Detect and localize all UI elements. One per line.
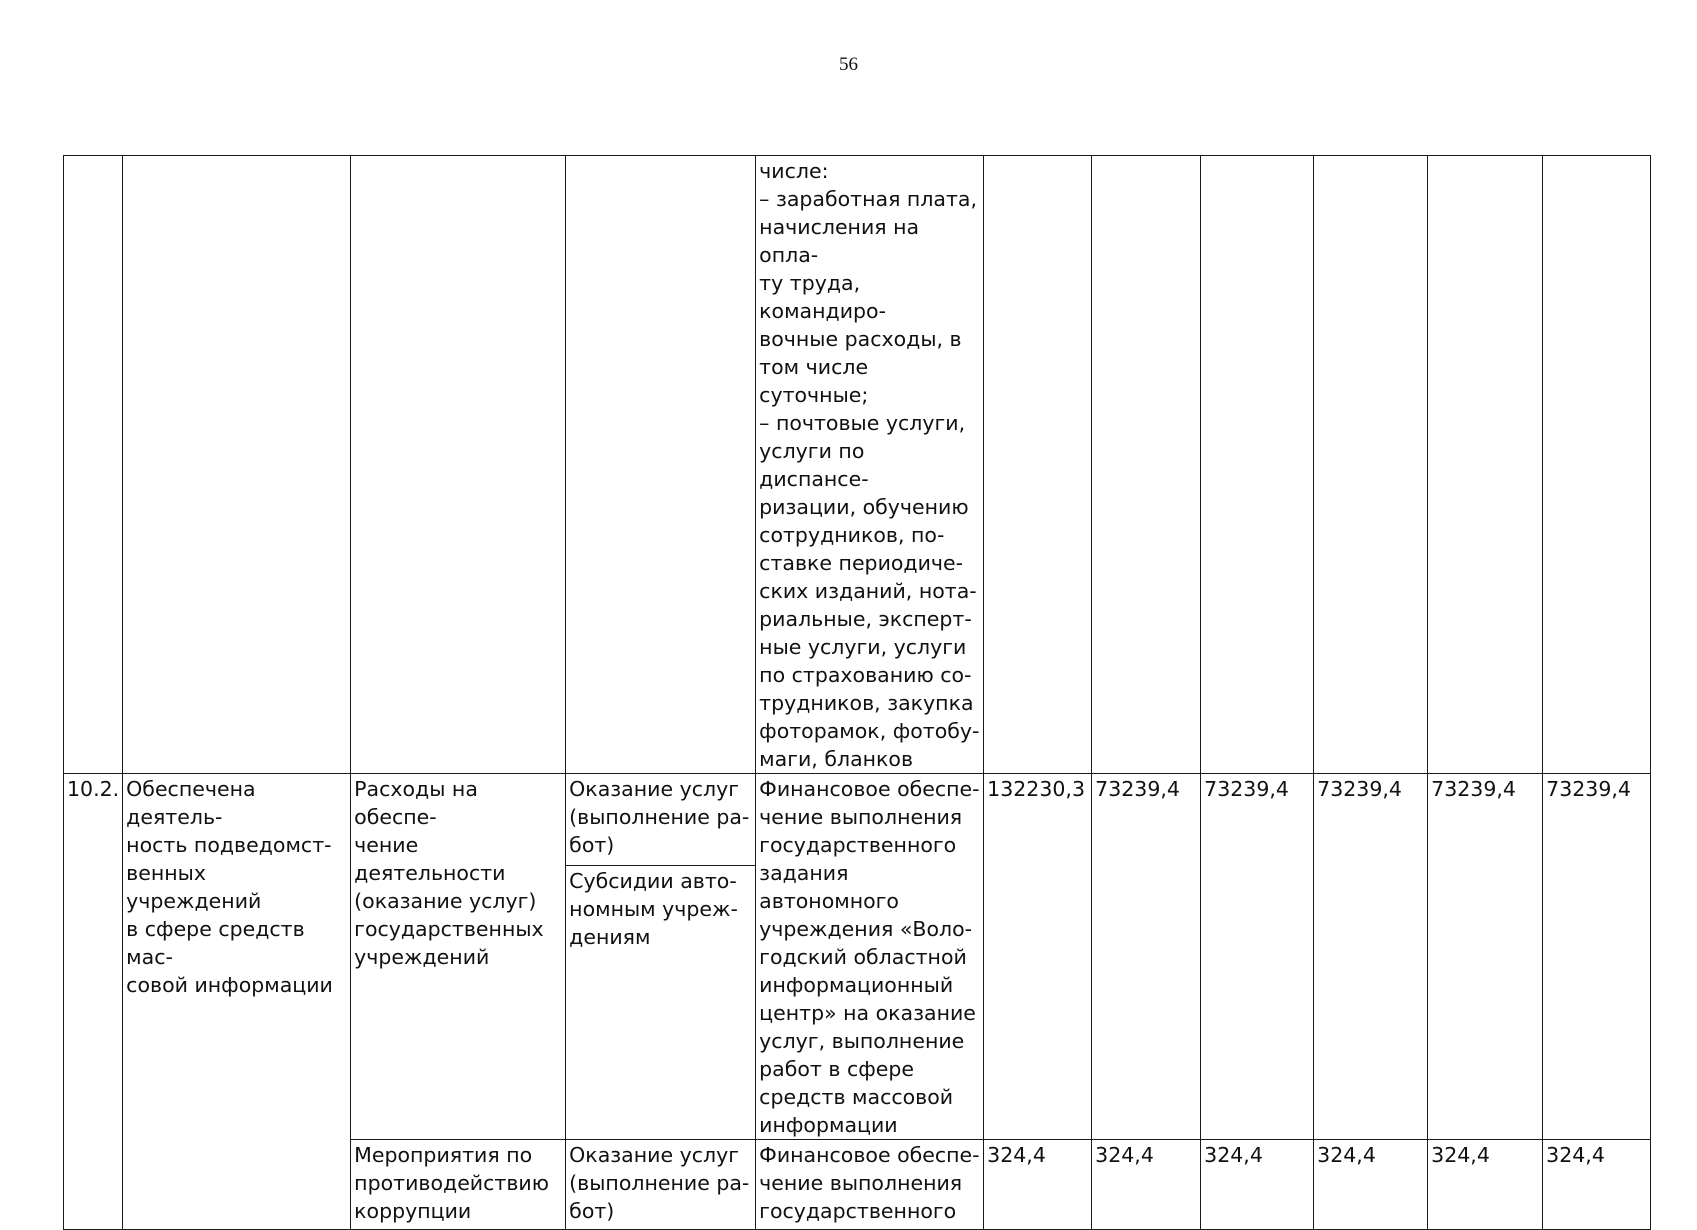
cell-value-4: 73239,4	[1314, 774, 1428, 1140]
cell-value-anti-2: 324,4	[1092, 1140, 1201, 1230]
cell-value-cont-2	[1092, 156, 1201, 774]
cell-value-anti-4: 324,4	[1314, 1140, 1428, 1230]
cell-indicator: Финансовое обеспе- чение выполнения государственного задания автономного учреждения «Воло- годский областной информационный центр» на оказание услуг, выполнение работ в сфере средств массовой информации	[756, 774, 984, 1140]
cell-value-6: 73239,4	[1543, 774, 1651, 1140]
table-row-10-2	[64, 774, 1651, 866]
cell-value-2: 73239,4	[1092, 774, 1201, 1140]
cell-row-number: 10.2.	[64, 774, 123, 1140]
cell-value-5: 73239,4	[1428, 774, 1543, 1140]
cell-value-anti-1: 324,4	[984, 1140, 1092, 1230]
cell-expense: Расходы на обеспе- чение деятельности (оказание услуг) государственных учреждений	[351, 774, 566, 1140]
cell-value-cont-1	[984, 156, 1092, 774]
cell-value-3: 73239,4	[1201, 774, 1314, 1140]
cell-value-cont-3	[1201, 156, 1314, 774]
cell-expense-cont	[351, 156, 566, 774]
table-row-continuation	[64, 156, 1651, 774]
cell-row-number-empty	[64, 1140, 123, 1230]
cell-task-cont	[123, 156, 351, 774]
cell-expense-type-subsidy: Субсидии авто- номным учреж- дениям	[566, 866, 756, 1140]
cell-value-anti-5: 324,4	[1428, 1140, 1543, 1230]
cell-value-anti-6: 324,4	[1543, 1140, 1651, 1230]
cell-expense-anticorruption: Мероприятия по противодействию коррупции	[351, 1140, 566, 1230]
cell-value-anti-3: 324,4	[1201, 1140, 1314, 1230]
cell-indicator-anticorruption: Финансовое обеспе- чение выполнения государственного	[756, 1140, 984, 1230]
cell-value-cont-4	[1314, 156, 1428, 774]
cell-value-cont-5	[1428, 156, 1543, 774]
cell-value-1: 132230,3	[984, 774, 1092, 1140]
page-number: 56	[839, 54, 858, 75]
cell-indicator-cont: числе: – заработная плата, начисления на опла- ту труда, командиро- вочные расходы, в том числе суточные; – почтовые услуги, услуги по диспансе- ризации, обучению сотрудников, по- ставке периодиче- ских изданий, нота- риальные, эксперт- ные услуги, услуги по страхованию со- трудников, закупка фоторамок, фотобу- маги, бланков	[756, 156, 984, 774]
budget-table	[63, 155, 1651, 1230]
cell-task: Обеспечена деятель- ность подведомст- венных учреждений в сфере средств мас- совой информации	[123, 774, 351, 1230]
cell-num-cont	[64, 156, 123, 774]
cell-expense-type-services: Оказание услуг (выполнение ра- бот)	[566, 774, 756, 866]
cell-type-anticorruption: Оказание услуг (выполнение ра- бот)	[566, 1140, 756, 1230]
cell-value-cont-6	[1543, 156, 1651, 774]
cell-type-cont	[566, 156, 756, 774]
